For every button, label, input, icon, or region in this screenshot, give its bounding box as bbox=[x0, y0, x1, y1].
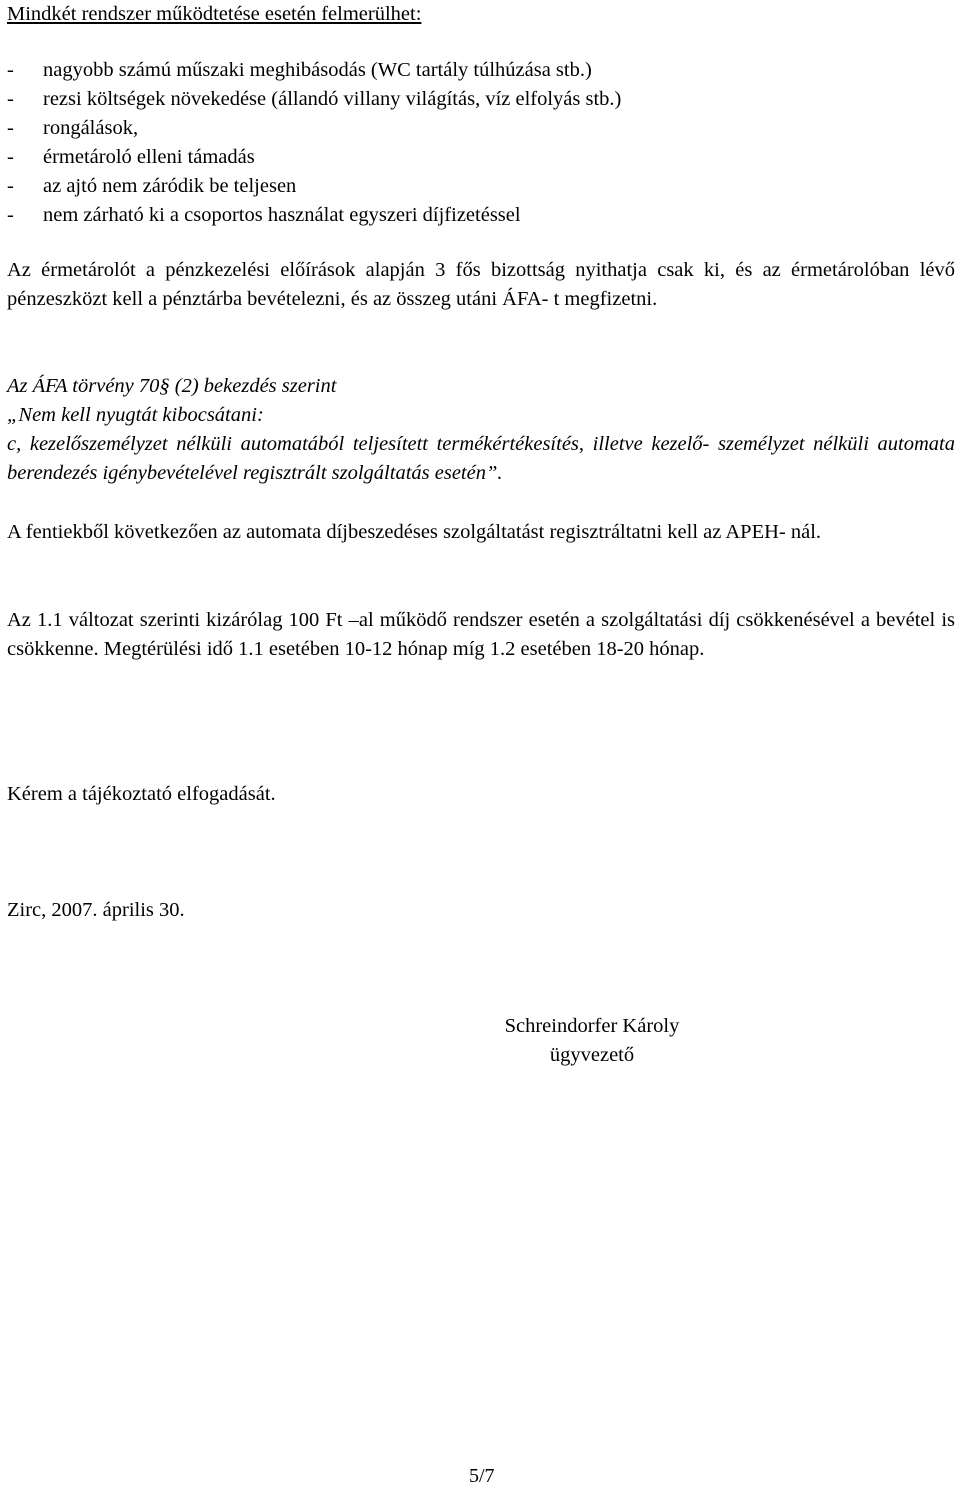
list-item-text: nagyobb számú műszaki meghibásodás (WC tartály túlhúzása stb.) bbox=[43, 59, 592, 81]
page-number: 5/7 bbox=[469, 1465, 495, 1487]
list-marker: - bbox=[7, 175, 14, 197]
law-quote-line: Az ÁFA törvény 70§ (2) bekezdés szerint bbox=[7, 375, 337, 397]
paragraph-cash-handling: Az érmetárolót a pénzkezelési előírások alapján 3 fős bizottság nyithatja csak ki, és az érmetárolóban lévő pénzeszközt kell a pénztárba bevételezni, és az összeg utáni ÁFA- t megfizetni. bbox=[7, 259, 955, 310]
list-item bbox=[7, 172, 621, 201]
issue-list bbox=[7, 56, 621, 230]
signatory-name: Schreindorfer Károly bbox=[504, 1015, 680, 1037]
list-item bbox=[7, 114, 621, 143]
signature-block bbox=[482, 1012, 702, 1070]
list-item bbox=[7, 201, 621, 230]
list-marker: - bbox=[7, 59, 14, 81]
list-item-text: érmetároló elleni támadás bbox=[43, 146, 255, 168]
list-marker: - bbox=[7, 146, 14, 168]
list-item-text: az ajtó nem záródik be teljesen bbox=[43, 175, 297, 197]
list-item-text: rezsi költségek növekedése (állandó villany világítás, víz elfolyás stb.) bbox=[43, 88, 622, 110]
law-quote-line: c, kezelőszemélyzet nélküli automatából teljesített termékértékesítés, illetve kezelő- személyzet nélküli automata berendezés igénybevételével regisztrált szolgáltatás esetén”. bbox=[7, 433, 955, 484]
list-marker: - bbox=[7, 204, 14, 226]
signatory-title: ügyvezető bbox=[549, 1044, 635, 1066]
paragraph-payback: Az 1.1 változat szerinti kizárólag 100 Ft –al működő rendszer esetén a szolgáltatási díj csökkenésével a bevétel is csökkenne. Megtérülési idő 1.1 esetében 10-12 hónap míg 1.2 esetében 18-20 hónap. bbox=[7, 609, 955, 660]
list-marker: - bbox=[7, 88, 14, 110]
list-item bbox=[7, 85, 621, 114]
list-marker: - bbox=[7, 117, 14, 139]
list-item-text: rongálások, bbox=[43, 117, 139, 139]
section-heading: Mindkét rendszer működtetése esetén felmerülhet: bbox=[7, 3, 422, 25]
law-quote bbox=[7, 372, 955, 488]
list-item bbox=[7, 143, 621, 172]
date-line: Zirc, 2007. április 30. bbox=[7, 899, 185, 921]
list-item-text: nem zárható ki a csoportos használat egyszeri díjfizetéssel bbox=[43, 204, 521, 226]
list-item bbox=[7, 56, 621, 85]
closing-sentence: Kérem a tájékoztató elfogadását. bbox=[7, 783, 276, 805]
law-quote-line: „Nem kell nyugtát kibocsátani: bbox=[7, 404, 264, 426]
paragraph-registration: A fentiekből következően az automata díjbeszedéses szolgáltatást regisztráltatni kell az APEH- nál. bbox=[7, 521, 822, 543]
